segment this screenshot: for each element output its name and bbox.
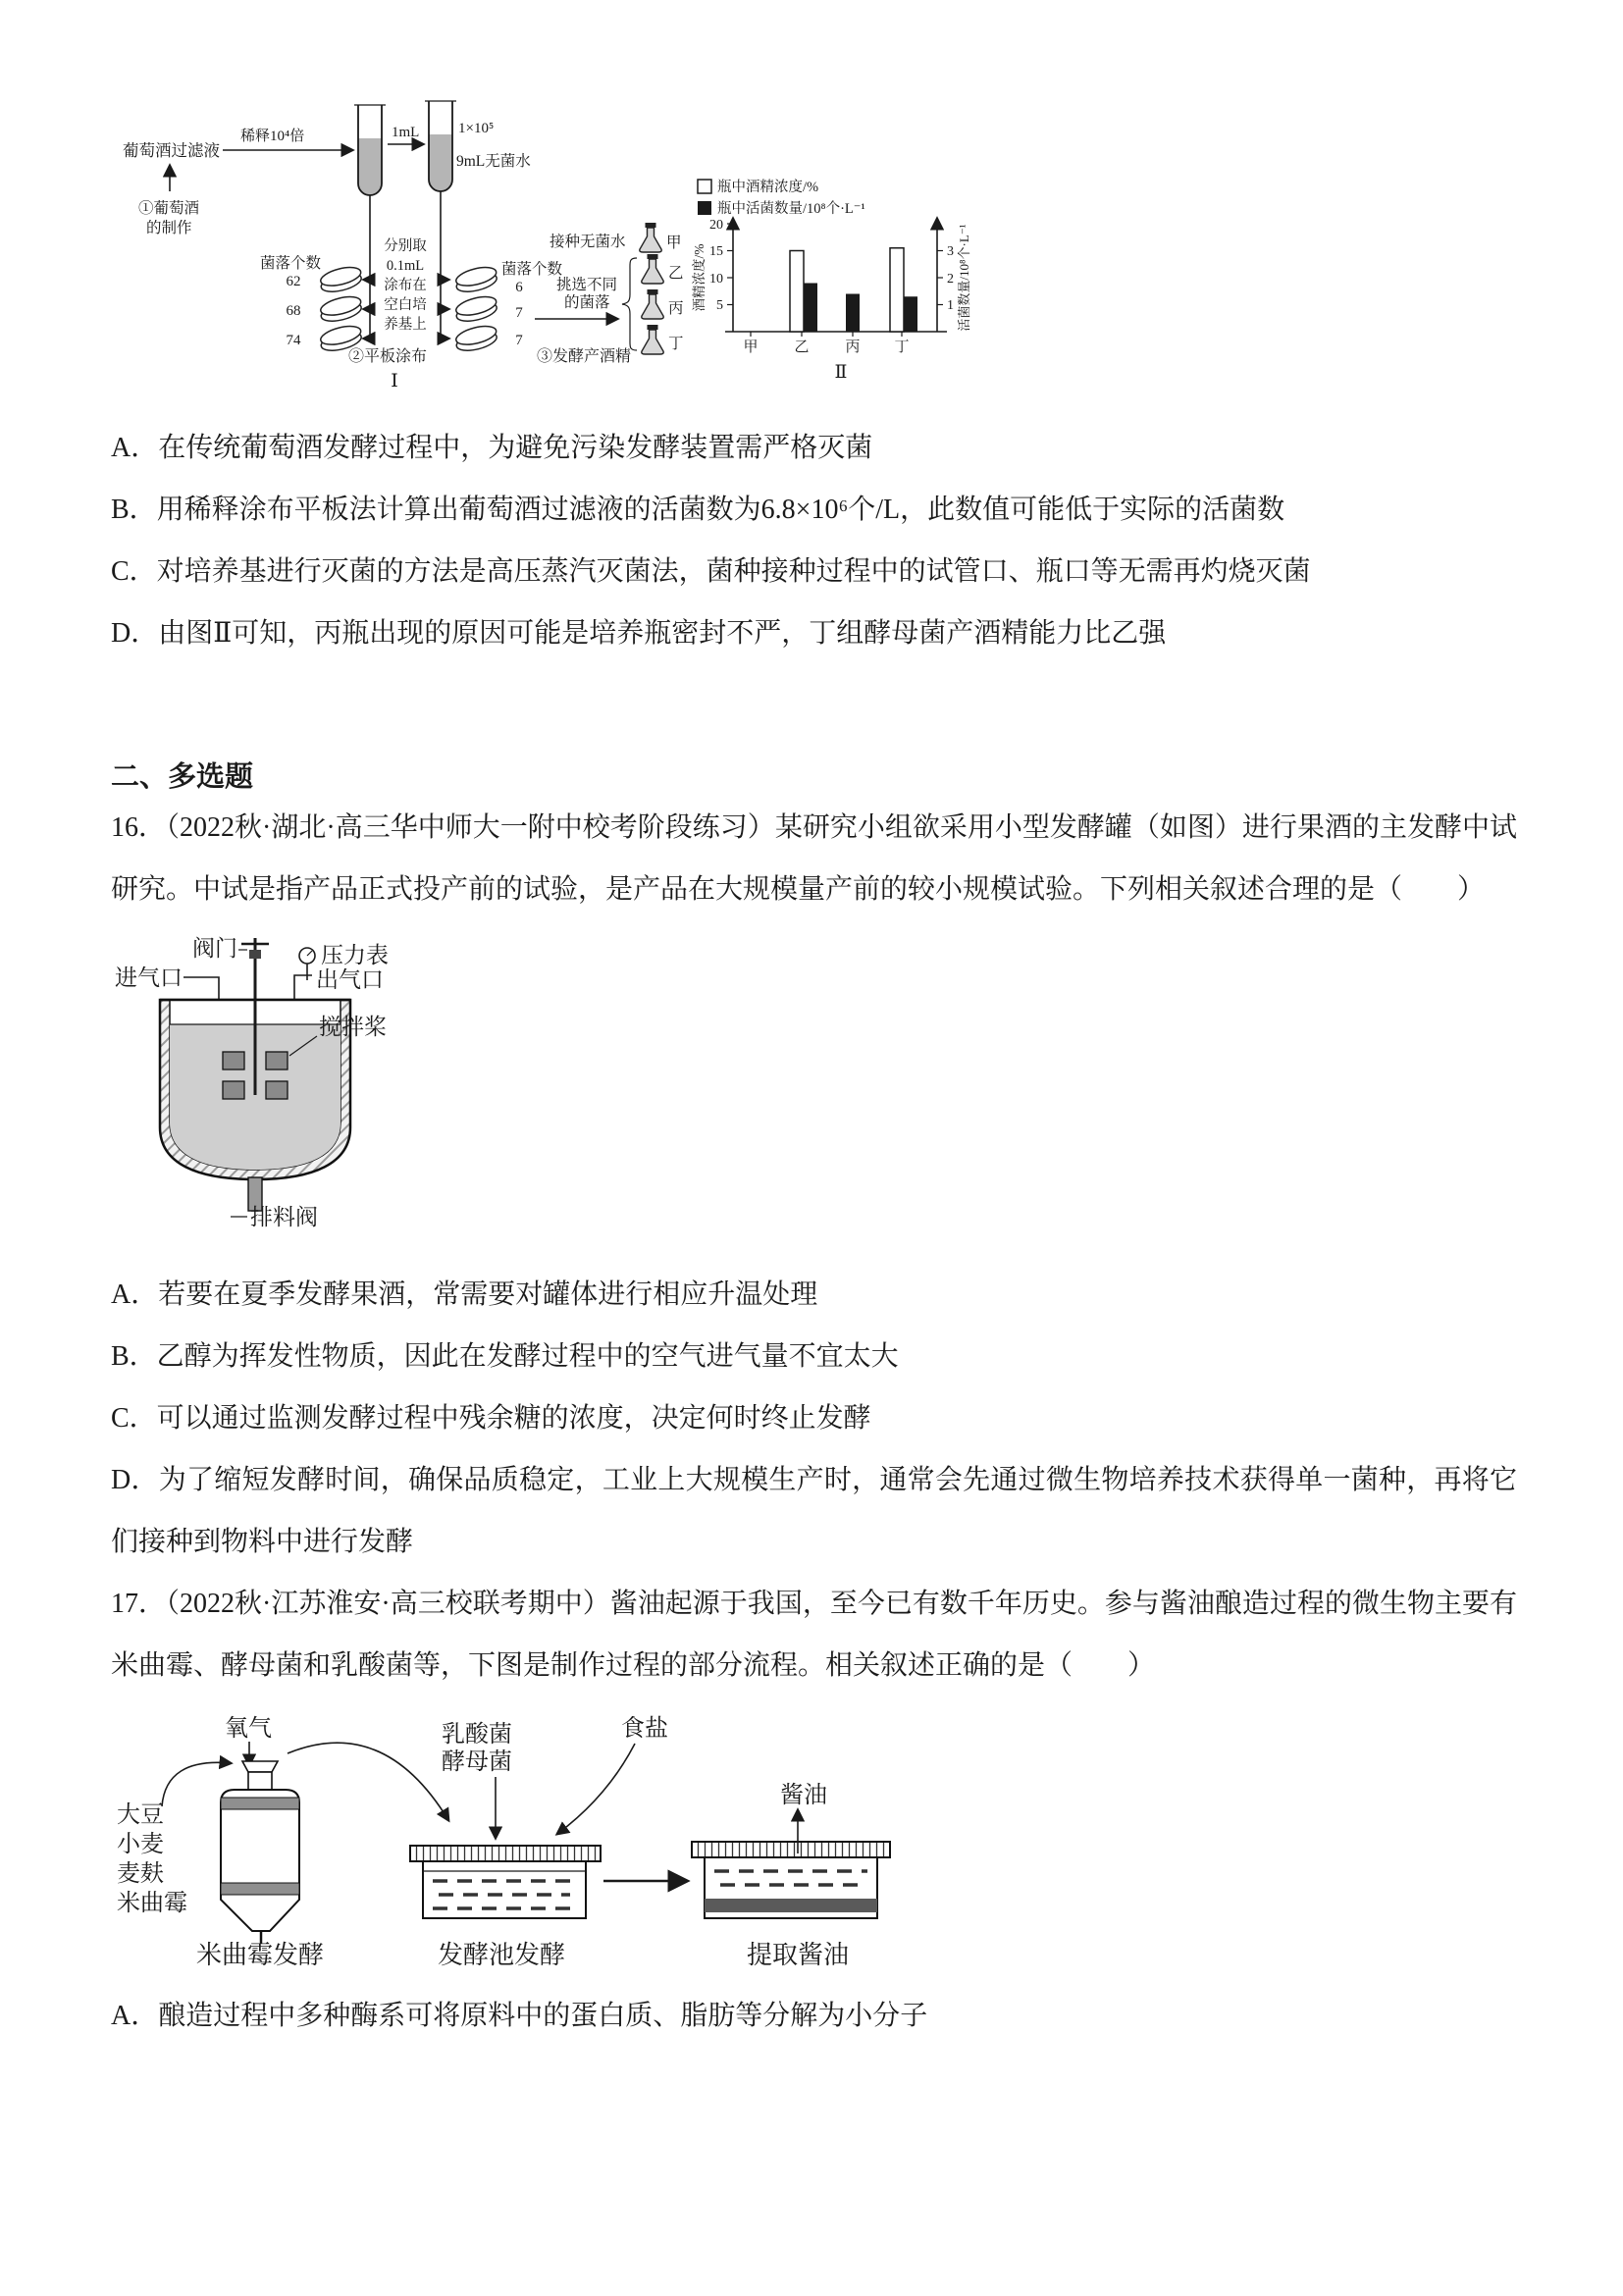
ingredient-koji-mold: 米曲霉 — [117, 1891, 187, 1916]
dilution-factor-label: 1×10⁵ — [458, 121, 495, 136]
bar-alcohol-ding — [890, 248, 904, 332]
colony-count-value: 68 — [286, 303, 301, 319]
left-tick-label: 20 — [709, 218, 723, 233]
petri-dish-icon — [453, 264, 499, 295]
option-d: D．为了缩短发酵时间，确保品质稳定，工业上大规模生产时，通常会先通过微生物培养技术获得单一菌种，再将它们接种到物料中进行发酵 — [111, 1465, 1517, 1557]
oxygen-label: 氧气 — [225, 1716, 272, 1742]
grape-filtrate-label: 葡萄酒过滤液 — [123, 141, 220, 160]
panel-label-one: Ⅰ — [391, 371, 398, 390]
option-c: C．对培养基进行灭菌的方法是高压蒸汽灭菌法，菌种接种过程中的试管口、瓶口等无需再灼烧灭菌 — [111, 556, 1311, 587]
petri-dish-icon — [453, 293, 499, 325]
spread-instruction — [384, 237, 427, 333]
petri-dish-icon — [318, 264, 364, 295]
bar-live-bing — [846, 294, 860, 333]
brace-icon — [622, 258, 637, 350]
ingredients-list — [117, 1801, 187, 1916]
step1-label-line1: ①葡萄酒 — [138, 200, 200, 217]
salt-label: 食盐 — [621, 1716, 668, 1742]
spread-line: 养基上 — [384, 317, 427, 333]
dilute-label: 稀释10⁴倍 — [240, 129, 305, 144]
flask-icon — [642, 325, 663, 354]
ingredient-soybean: 大豆 — [117, 1802, 164, 1828]
step1-label-line2: 的制作 — [146, 220, 192, 236]
sterile-water-label: 9mL无菌水 — [456, 153, 531, 170]
test-tube-icon — [354, 105, 386, 195]
yeast-label: 酵母菌 — [442, 1749, 512, 1775]
right-tick-label: 3 — [947, 244, 954, 259]
figure-soy-sauce-process — [111, 1706, 916, 1971]
left-tick-label: 10 — [709, 272, 723, 287]
flask-yi-label: 乙 — [668, 265, 684, 282]
q16-options — [111, 1264, 1517, 1573]
flask-ding-label: 丁 — [668, 336, 684, 352]
colony-count-value: 74 — [286, 333, 301, 348]
petri-dish-icon — [318, 293, 364, 325]
caption-pool-fermentation: 发酵池发酵 — [437, 1941, 566, 1969]
option-a: A．在传统葡萄酒发酵过程中，为避免污染发酵装置需严格灭菌 — [111, 433, 873, 463]
option-d: D．由图Ⅱ可知，丙瓶出现的原因可能是培养瓶密封不严，丁组酵母菌产酒精能力比乙强 — [111, 618, 1167, 649]
bar-live-ding — [904, 296, 917, 332]
spread-line: 0.1mL — [386, 258, 425, 274]
petri-dish-icon — [453, 323, 499, 354]
legend-filled-square-icon — [698, 201, 711, 215]
caption-extract-soy-sauce: 提取酱油 — [746, 1941, 850, 1969]
flask-icon — [642, 289, 663, 319]
x-cat-label: 甲 — [743, 339, 759, 355]
option-a: A．若要在夏季发酵果酒，常需要对罐体进行相应升温处理 — [111, 1279, 818, 1310]
right-axis-title: 活菌数量/10⁸个·L⁻¹ — [957, 224, 971, 332]
valve-label: 阀门 — [192, 936, 237, 961]
soy-sauce-label: 酱油 — [780, 1783, 827, 1808]
flask-bing-label: 丙 — [668, 300, 684, 317]
caption-koji-fermentation: 米曲霉发酵 — [195, 1941, 325, 1969]
colony-count-value: 7 — [515, 333, 523, 348]
colony-count-left-label: 菌落个数 — [260, 255, 322, 272]
bar-live-yi — [804, 284, 817, 333]
flask-icon — [642, 254, 663, 284]
option-b: B．用稀释涂布平板法计算出葡萄酒过滤液的活菌数为6.8×10⁶个/L，此数值可能低于实际的活菌数 — [111, 495, 1285, 525]
pressure-gauge-label: 压力表 — [321, 943, 389, 967]
drain-valve-label: 排料阀 — [250, 1205, 318, 1229]
left-axis-title: 酒精浓度/% — [692, 243, 707, 312]
colony-count-right-label: 菌落个数 — [501, 261, 563, 278]
legend-live-count-label: 瓶中活菌数量/10⁸个·L⁻¹ — [717, 201, 865, 217]
colony-count-value: 62 — [286, 274, 301, 289]
ingredient-bran: 麦麸 — [117, 1861, 164, 1887]
spread-line: 分别取 — [384, 238, 427, 254]
transfer-volume-label: 1mL — [392, 125, 420, 140]
bar-chart — [691, 178, 971, 383]
option-c: C．可以通过监测发酵过程中残余糖的浓度，决定何时终止发酵 — [111, 1403, 871, 1434]
arrow-fermenter-to-pool — [288, 1743, 448, 1820]
pick-colonies-line1: 挑选不同 — [556, 277, 618, 293]
panel-label-two: Ⅱ — [834, 362, 848, 383]
section-heading: 二、多选题 — [111, 761, 254, 793]
lactic-bacteria-label: 乳酸菌 — [442, 1722, 512, 1748]
q15-options — [111, 417, 1517, 664]
q17-options — [111, 1985, 1517, 2047]
colony-count-value: 7 — [515, 305, 523, 321]
flask-icon — [640, 223, 661, 252]
left-tick-label: 5 — [716, 298, 723, 313]
valve-icon — [249, 950, 261, 959]
pick-colonies-line2: 的菌落 — [564, 294, 610, 311]
right-tick-label: 1 — [947, 298, 954, 313]
spread-line: 涂布在 — [384, 278, 427, 293]
option-b: B．乙醇为挥发性物质，因此在发酵过程中的空气进气量不宜太大 — [111, 1341, 899, 1372]
fermentation-pool-icon — [410, 1846, 601, 1918]
step3-label: ③发酵产酒精 — [537, 348, 632, 365]
koji-fermenter-icon — [221, 1761, 299, 1944]
option-a: A．酿造过程中多种酶系可将原料中的蛋白质、脂肪等分解为小分子 — [111, 2001, 928, 2031]
extraction-pool-icon — [692, 1842, 890, 1918]
x-cat-label: 丙 — [845, 339, 861, 355]
x-cat-label: 丁 — [894, 339, 910, 355]
spread-line: 空白培 — [384, 297, 427, 313]
step2-label: ②平板涂布 — [348, 348, 428, 365]
colony-count-value: 6 — [515, 280, 523, 295]
arrow-salt-down — [557, 1744, 635, 1834]
figure-fermentation-experiment — [113, 93, 976, 390]
ingredient-wheat: 小麦 — [117, 1832, 164, 1857]
left-tick-label: 15 — [709, 244, 723, 259]
bar-alcohol-yi — [790, 251, 804, 333]
inoculate-label: 接种无菌水 — [550, 234, 626, 250]
figure-fermentation-tank — [113, 926, 417, 1238]
stirrer-label: 搅拌桨 — [319, 1015, 387, 1039]
right-tick-label: 2 — [947, 272, 954, 287]
test-tube-icon — [425, 101, 456, 191]
legend-alcohol-label: 瓶中酒精浓度/% — [717, 180, 819, 195]
q16-stem: 16．（2022秋·湖北·高三华中师大一附中校考阶段练习）某研究小组欲采用小型发酵罐（如图）进行果酒的主发酵中试研究。中试是指产品正式投产前的试验，是产品在大规模量产前的较小规模试验。下列相关叙述合理的是（ ） — [111, 812, 1517, 905]
legend-open-square-icon — [698, 180, 711, 193]
air-inlet-label: 进气口 — [115, 965, 183, 990]
flask-jia-label: 甲 — [666, 235, 682, 251]
air-outlet-label: 出气口 — [316, 967, 384, 992]
x-cat-label: 乙 — [794, 339, 810, 355]
q17-stem: 17．（2022秋·江苏淮安·高三校联考期中）酱油起源于我国，至今已有数千年历史。参与酱油酿造过程的微生物主要有米曲霉、酵母菌和乳酸菌等，下图是制作过程的部分流程。相关叙述正确的是（ ） — [111, 1589, 1517, 1681]
